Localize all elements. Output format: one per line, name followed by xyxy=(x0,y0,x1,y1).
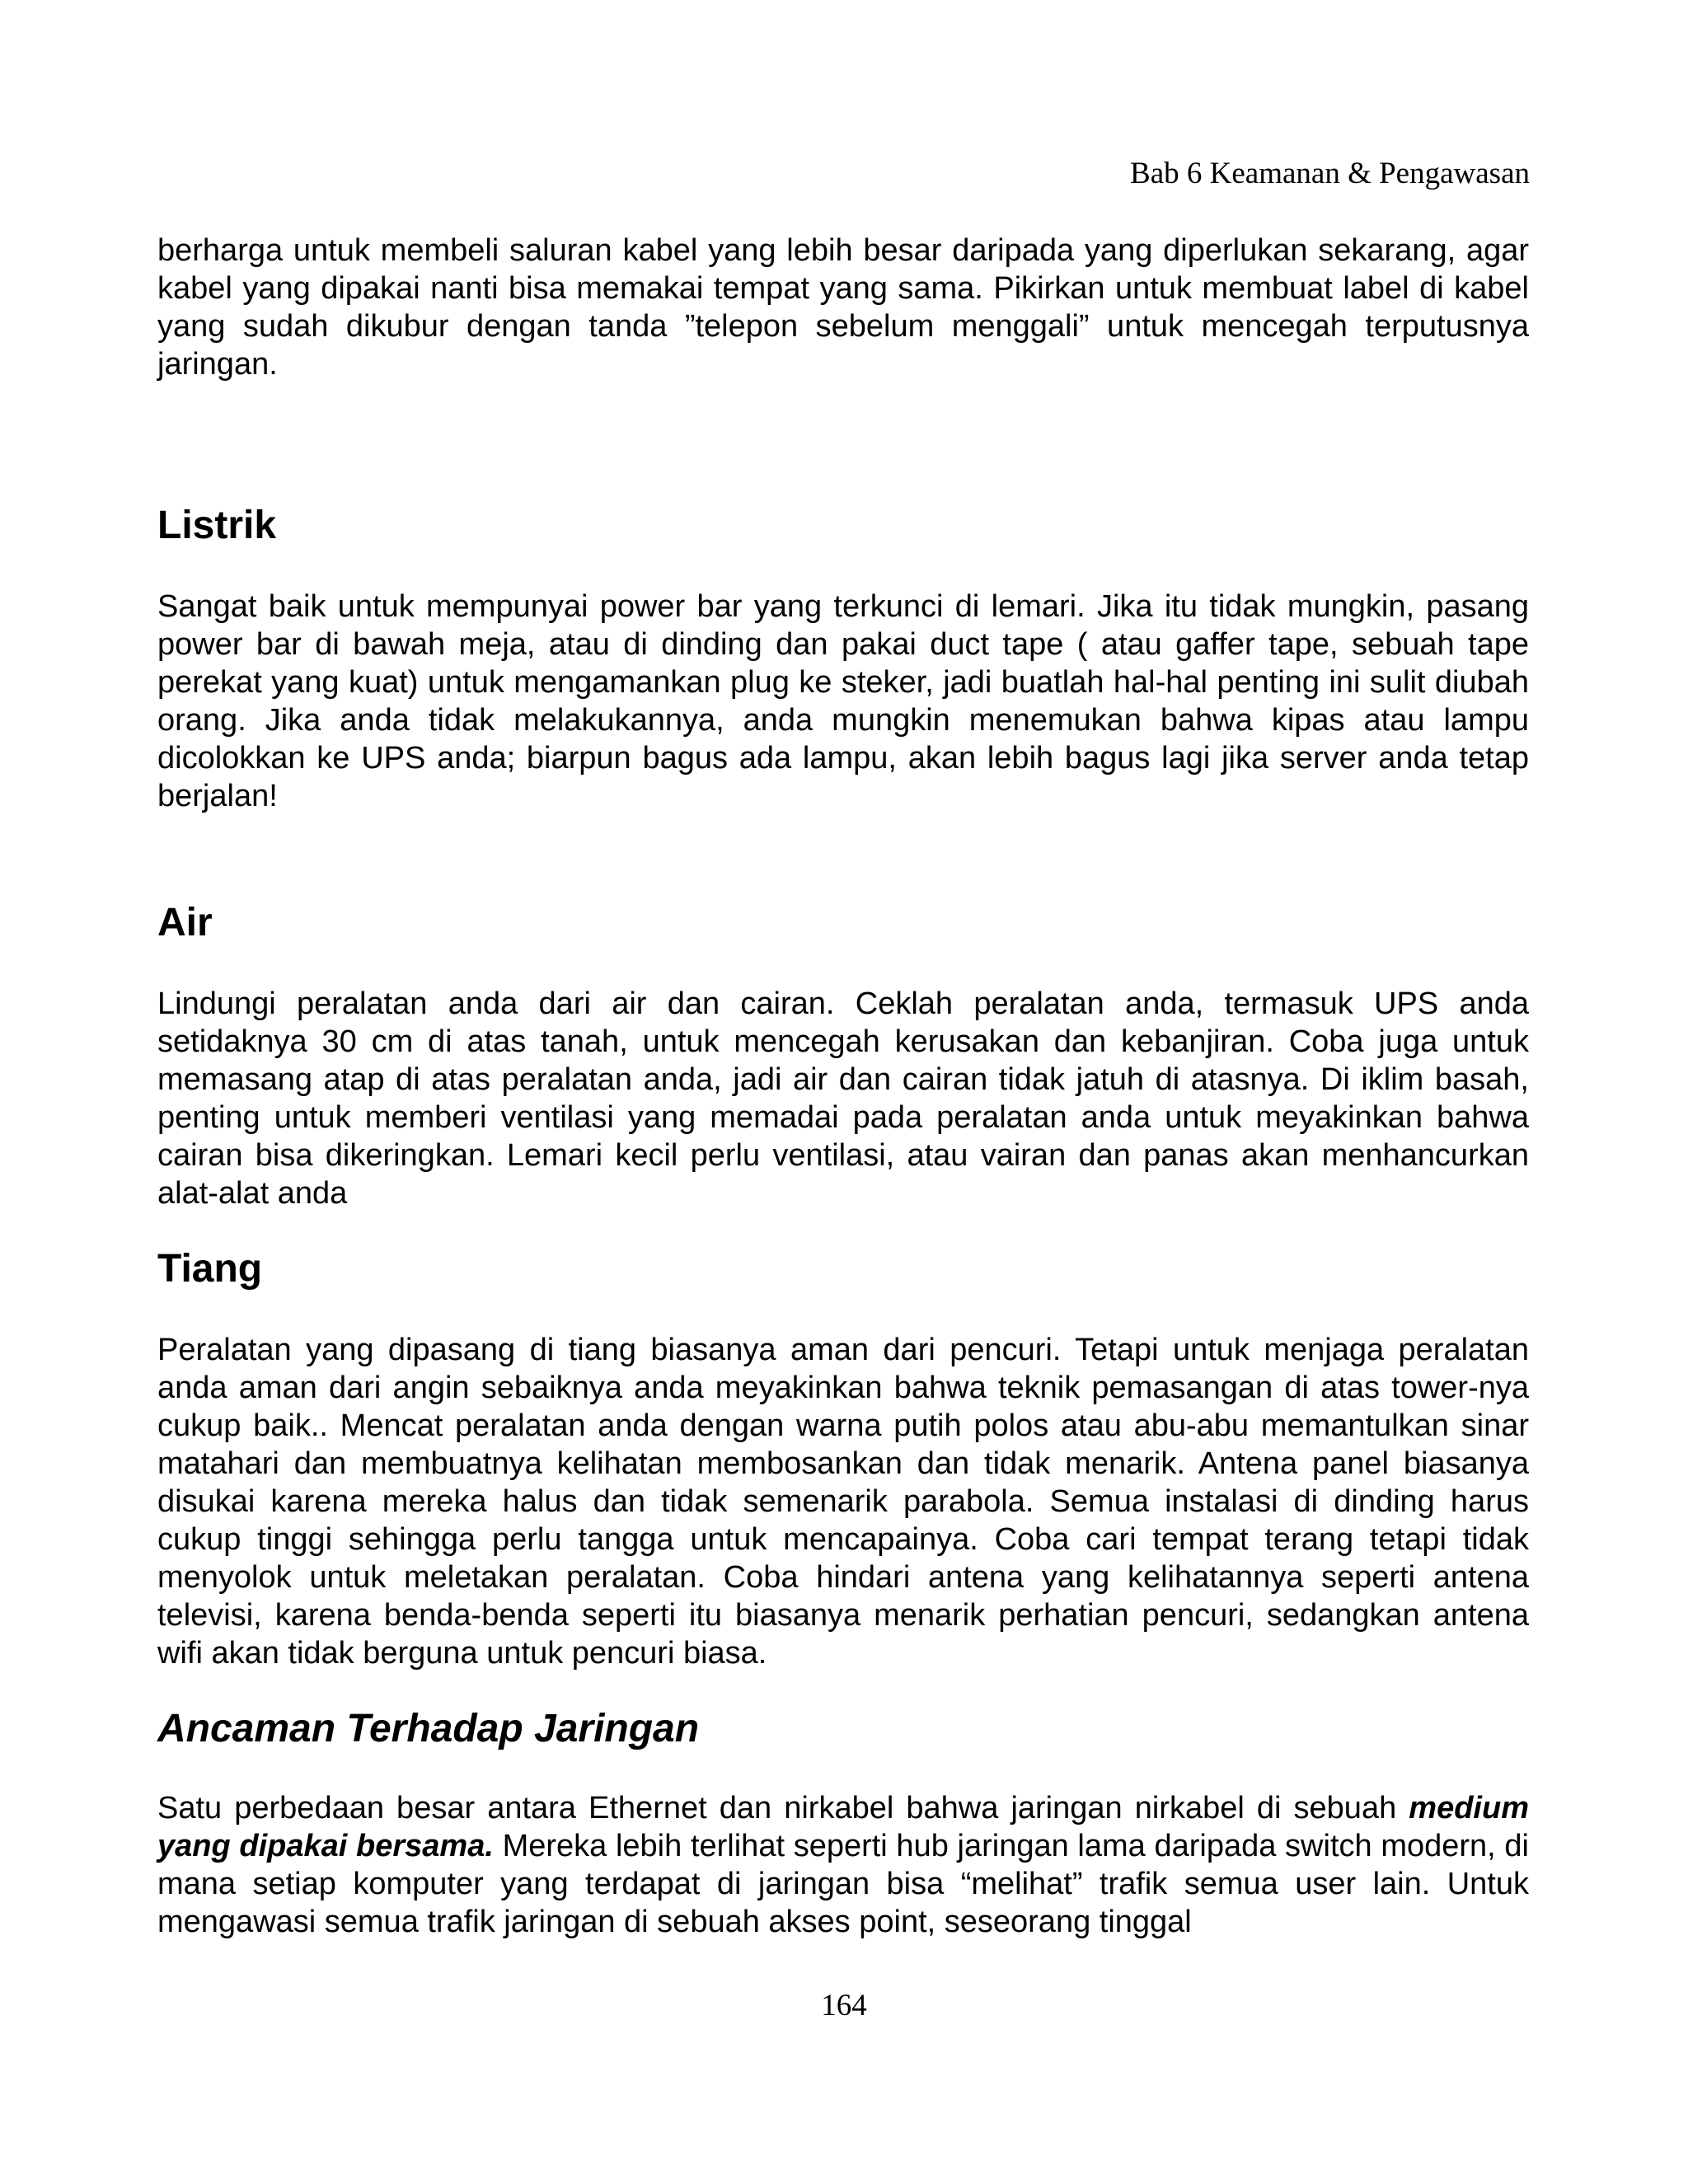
ancaman-paragraph xyxy=(157,1789,1529,1941)
heading-air: Air xyxy=(157,901,213,944)
heading-listrik: Listrik xyxy=(157,504,277,547)
page-number: 164 xyxy=(821,1989,867,2022)
ancaman-text-after: Mereka lebih terlihat seperti hub jaringan lama daripada switch modern, di mana setiap komputer yang terdapat di jaringan bisa “melihat” trafik semua user lain. Untuk mengawasi semua trafik jaringan di sebuah akses point, seseorang tinggal xyxy=(157,1829,1529,1939)
heading-tiang: Tiang xyxy=(157,1247,263,1291)
ancaman-text-before: Satu perbedaan besar antara Ethernet dan nirkabel bahwa jaringan nirkabel di sebuah xyxy=(157,1791,1409,1825)
air-paragraph: Lindungi peralatan anda dari air dan cairan. Ceklah peralatan anda, termasuk UPS anda setidaknya 30 cm di atas tanah, untuk mencegah kerusakan dan kebanjiran. Coba juga untuk memasang atap di atas peralatan anda, jadi air dan cairan tidak jatuh di atasnya. Di iklim basah, penting untuk memberi ventilasi yang memadai pada peralatan anda untuk meyakinkan bahwa cairan bisa dikeringkan. Lemari kecil perlu ventilasi, atau vairan dan panas akan menhancurkan alat-alat anda xyxy=(157,987,1529,1211)
listrik-paragraph: Sangat baik untuk mempunyai power bar yang terkunci di lemari. Jika itu tidak mungkin, pasang power bar di bawah meja, atau di dinding dan pakai duct tape ( atau gaffer tape, sebuah tape perekat yang kuat) untuk mengamankan plug ke steker, jadi buatlah hal-hal penting ini sulit diubah orang. Jika anda tidak melakukannya, anda mungkin menemukan bahwa kipas atau lampu dicolokkan ke UPS anda; biarpun bagus ada lampu, akan lebih bagus lagi jika server anda tetap berjalan! xyxy=(157,589,1529,813)
tiang-paragraph: Peralatan yang dipasang di tiang biasanya aman dari pencuri. Tetapi untuk menjaga peralatan anda aman dari angin sebaiknya anda meyakinkan bahwa teknik pemasangan di atas tower-nya cukup baik.. Mencat peralatan anda dengan warna putih polos atau abu-abu memantulkan sinar matahari dan membuatnya kelihatan membosankan dan tidak menarik. Antena panel biasanya disukai karena mereka halus dan tidak semenarik parabola. Semua instalasi di dinding harus cukup tinggi sehingga perlu tangga untuk mencapainya. Coba cari tempat terang tetapi tidak menyolok untuk meletakan peralatan. Coba hindari antena yang kelihatannya seperti antena televisi, karena benda-benda seperti itu biasanya menarik perhatian pencuri, sedangkan antena wifi akan tidak berguna untuk pencuri biasa. xyxy=(157,1333,1529,1671)
intro-paragraph: berharga untuk membeli saluran kabel yang lebih besar daripada yang diperlukan sekarang, agar kabel yang dipakai nanti bisa memakai tempat yang sama. Pikirkan untuk membuat label di kabel yang sudah dikubur dengan tanda ”telepon sebelum menggali” untuk mencegah terputusnya jaringan. xyxy=(157,233,1529,382)
ancaman-emphasis: medium yang dipakai bersama. xyxy=(157,1791,1529,1863)
page-content xyxy=(157,232,1529,1941)
heading-ancaman-terhadap-jaringan: Ancaman Terhadap Jaringan xyxy=(157,1707,700,1750)
running-header: Bab 6 Keamanan & Pengawasan xyxy=(1130,157,1530,190)
